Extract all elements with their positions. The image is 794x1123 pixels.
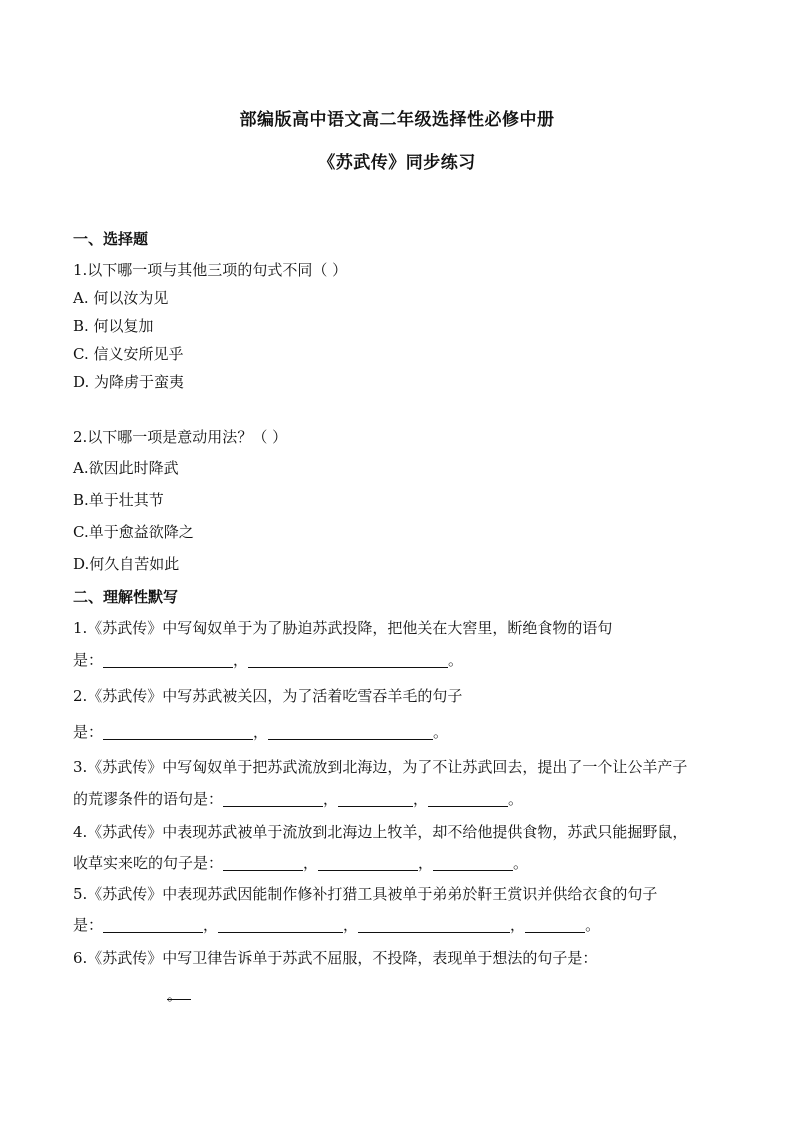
answer-blank-1[interactable] xyxy=(103,653,233,668)
answer-prefix: 的荒谬条件的语句是： xyxy=(73,790,224,808)
question-1-option-b: B. 何以复加 xyxy=(73,317,154,335)
answer-blank-2[interactable] xyxy=(338,792,413,807)
separator: ， xyxy=(413,790,429,808)
dictation-1-answer-line xyxy=(73,650,463,670)
question-2-option-c: C.单于愈益欲降之 xyxy=(73,523,194,541)
question-1-option-c: C. 信义安所见乎 xyxy=(73,345,184,363)
dictation-3-prompt: 3.《苏武传》中写匈奴单于把苏武流放到北海边，为了不让苏武回去，提出了一个让公羊产子 xyxy=(73,758,688,776)
answer-prefix: 收草实来吃的句子是： xyxy=(73,854,224,872)
separator: ， xyxy=(418,854,434,872)
dictation-2-prompt: 2.《苏武传》中写苏武被关囚，为了活着吃雪吞羊毛的句子 xyxy=(73,687,463,705)
answer-prefix: 是： xyxy=(73,916,104,934)
question-2-stem: 2.以下哪一项是意动用法？（ ） xyxy=(73,428,288,446)
separator: ， xyxy=(233,651,249,669)
period: 。 xyxy=(513,854,529,872)
dictation-4-answer-line xyxy=(73,853,528,873)
answer-blank-2[interactable] xyxy=(268,725,433,740)
document-subtitle: 《苏武传》同步练习 xyxy=(318,153,476,173)
question-2-option-a: A.欲因此时降武 xyxy=(73,459,179,477)
answer-blank-3[interactable] xyxy=(433,856,513,871)
question-1-stem: 1.以下哪一项与其他三项的句式不同（ ） xyxy=(73,261,348,279)
answer-blank-2[interactable] xyxy=(248,653,448,668)
section-heading-choice: 一、选择题 xyxy=(73,230,149,248)
answer-blank-3[interactable] xyxy=(428,792,508,807)
period: 。 xyxy=(433,723,449,741)
section-heading-dictation: 二、理解性默写 xyxy=(73,588,179,606)
separator: ， xyxy=(510,916,526,934)
dictation-5-prompt: 5.《苏武传》中表现苏武因能制作修补打猎工具被单于弟弟於靬王赏识并供给衣食的句子 xyxy=(73,885,658,903)
separator: ， xyxy=(343,916,359,934)
dictation-5-answer-line xyxy=(73,915,600,935)
question-2-option-b: B.单于壮其节 xyxy=(73,491,164,509)
answer-blank-3[interactable] xyxy=(358,918,510,933)
answer-blank-1[interactable] xyxy=(103,725,253,740)
answer-blank-4[interactable] xyxy=(525,918,585,933)
separator: ， xyxy=(323,790,339,808)
answer-blank-2[interactable] xyxy=(318,856,418,871)
dictation-3-answer-line xyxy=(73,789,523,809)
answer-prefix: 是： xyxy=(73,651,104,669)
question-1-option-d: D. 为降虏于蛮夷 xyxy=(73,373,185,391)
answer-blank-1[interactable] xyxy=(103,918,203,933)
question-1-option-a: A. 何以汝为见 xyxy=(73,289,169,307)
period: 。 xyxy=(585,916,601,934)
dictation-6-prompt: 6.《苏武传》中写卫律告诉单于苏武不屈服，不投降，表现单于想法的句子是： xyxy=(73,949,598,967)
separator: ， xyxy=(203,916,219,934)
separator: ， xyxy=(253,723,269,741)
answer-blank-1[interactable] xyxy=(223,792,323,807)
dictation-1-prompt: 1.《苏武传》中写匈奴单于为了胁迫苏武投降，把他关在大窖里，断绝食物的语句 xyxy=(73,619,613,637)
period: 。 xyxy=(448,651,464,669)
dictation-4-prompt: 4.《苏武传》中表现苏武被单于流放到北海边上牧羊，却不给他提供食物，苏武只能掘野鼠， xyxy=(73,823,688,841)
answer-blank-1[interactable] xyxy=(167,985,191,1004)
question-2-option-d: D.何久自苦如此 xyxy=(73,555,180,573)
answer-blank-2[interactable] xyxy=(218,918,343,933)
answer-prefix: 是： xyxy=(73,723,104,741)
document-title: 部编版高中语文高二年级选择性必修中册 xyxy=(239,110,555,130)
separator: ， xyxy=(303,854,319,872)
dictation-6-answer-line xyxy=(167,982,191,1002)
period: 。 xyxy=(508,790,524,808)
dictation-2-answer-line xyxy=(73,722,448,742)
period: 。 xyxy=(167,986,183,1004)
answer-blank-1[interactable] xyxy=(223,856,303,871)
